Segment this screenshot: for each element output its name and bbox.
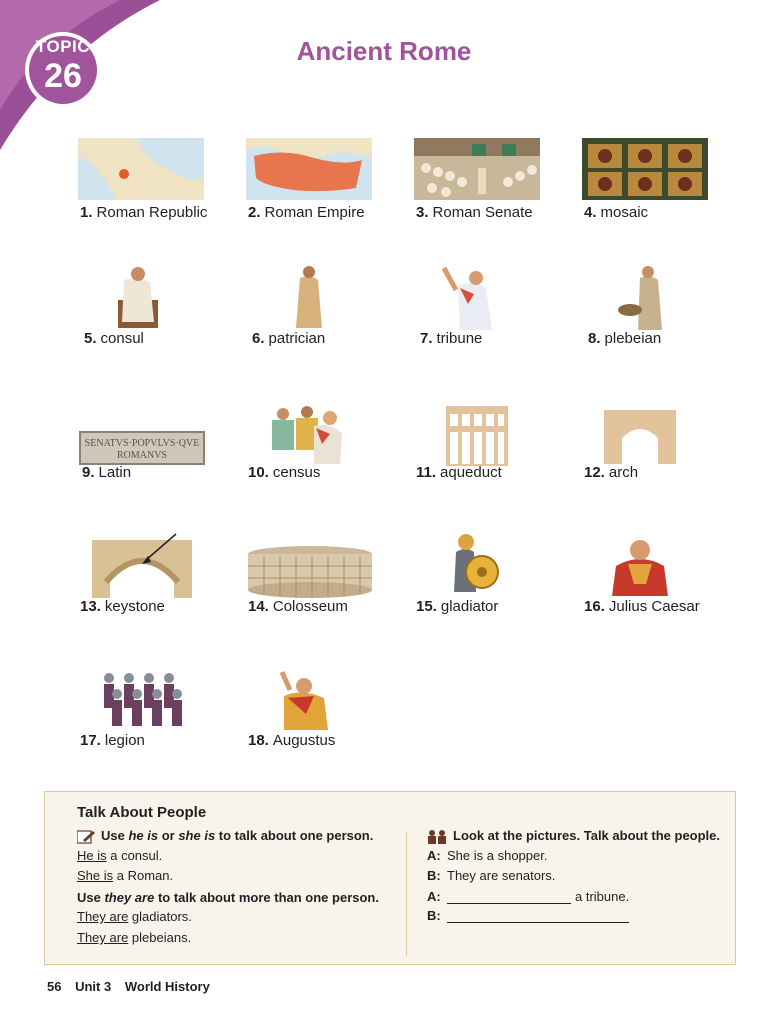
vocab-caption: 13. keystone (80, 598, 165, 615)
vocab-item-aqueduct (412, 398, 572, 518)
pair-instruction: Look at the pictures. Talk about the people. (427, 828, 720, 844)
vocab-caption: 14. Colosseum (248, 598, 348, 615)
page-footer (47, 979, 220, 994)
vocab-caption: 9. Latin (82, 464, 132, 481)
vocab-item-mosaic (580, 138, 740, 258)
example-line: She is a Roman. (77, 868, 174, 883)
topic-number: 26 (44, 57, 82, 95)
plebeian-figure-image (584, 264, 744, 336)
vocab-caption: 6. patrician (252, 330, 326, 347)
instruction-one-person: Use he is or she is to talk about one person. (77, 828, 373, 844)
inscription-line-2: ROMANVS (116, 450, 168, 461)
vocab-item-keystone (76, 532, 236, 652)
example-line: He is a consul. (77, 848, 163, 863)
topic-label: TOPIC (35, 37, 91, 56)
column-divider (406, 832, 407, 956)
talk-box-title: Talk About People (77, 804, 207, 821)
latin-inscription-image (78, 398, 238, 470)
subject-label: World History (124, 979, 210, 994)
vocab-caption: 16. Julius Caesar (584, 598, 700, 615)
mosaic-image (580, 138, 740, 210)
vocab-caption: 2. Roman Empire (248, 204, 365, 221)
vocab-caption: 4. mosaic (584, 204, 649, 221)
tribune-figure-image (416, 264, 576, 336)
vocab-caption: 11. aqueduct (416, 464, 502, 481)
vocab-caption: 1. Roman Republic (80, 204, 208, 221)
dialogue-line: A: a tribune. (427, 889, 630, 904)
vocab-item-consul (80, 264, 240, 384)
pair-work-icon (427, 830, 447, 844)
keystone-arch-image (76, 532, 236, 604)
patrician-figure-image (248, 264, 408, 336)
vocab-item-roman-empire (244, 138, 404, 258)
vocab-item-latin (78, 398, 238, 518)
vocab-caption: 10. census (248, 464, 321, 481)
arch-image (580, 398, 740, 470)
dialogue-line: B: They are senators. (427, 868, 556, 883)
vocab-item-augustus (244, 666, 404, 786)
colosseum-image (244, 532, 404, 604)
vocab-caption: 8. plebeian (588, 330, 662, 347)
augustus-figure-image (244, 666, 404, 738)
page-number: 56 (47, 979, 62, 994)
julius-caesar-image (580, 532, 740, 604)
roman-empire-map-image (244, 138, 404, 210)
answer-blank[interactable] (447, 910, 629, 923)
unit-label: Unit 3 (75, 979, 112, 994)
vocab-caption: 3. Roman Senate (416, 204, 533, 221)
vocab-item-julius-caesar (580, 532, 740, 652)
vocab-item-legion (76, 666, 236, 786)
vocab-item-colosseum (244, 532, 404, 652)
dialogue-line: A: She is a shopper. (427, 848, 548, 863)
vocab-caption: 17. legion (80, 732, 145, 749)
roman-senate-image (412, 138, 572, 210)
instruction-more-people: Use they are to talk about more than one person. (77, 890, 379, 905)
example-line: They are plebeians. (77, 930, 192, 945)
vocab-item-gladiator (412, 532, 572, 652)
vocab-item-arch (580, 398, 740, 518)
aqueduct-image (412, 398, 572, 470)
vocab-caption: 15. gladiator (416, 598, 499, 615)
example-line: They are gladiators. (77, 909, 192, 924)
vocab-caption: 5. consul (84, 330, 144, 347)
page-title: Ancient Rome (296, 36, 472, 66)
dialogue-line: B: (427, 908, 629, 923)
vocab-caption: 18. Augustus (248, 732, 336, 749)
vocab-caption: 12. arch (584, 464, 639, 481)
consul-figure-image (80, 264, 240, 336)
answer-blank[interactable] (447, 891, 571, 904)
legion-soldiers-image (76, 666, 236, 738)
vocab-caption: 7. tribune (420, 330, 483, 347)
inscription-line-1: SENATVS·POPVLVS·QVE (84, 438, 200, 449)
roman-republic-map-image (76, 138, 236, 210)
vocab-item-census (244, 398, 404, 518)
talk-about-people-box (44, 791, 736, 965)
vocab-item-roman-republic (76, 138, 236, 258)
census-figures-image (244, 398, 404, 470)
pencil-icon (77, 830, 95, 844)
vocab-item-tribune (416, 264, 576, 384)
vocab-item-patrician (248, 264, 408, 384)
vocab-item-plebeian (584, 264, 744, 384)
gladiator-image (412, 532, 572, 604)
vocab-item-roman-senate (412, 138, 572, 258)
